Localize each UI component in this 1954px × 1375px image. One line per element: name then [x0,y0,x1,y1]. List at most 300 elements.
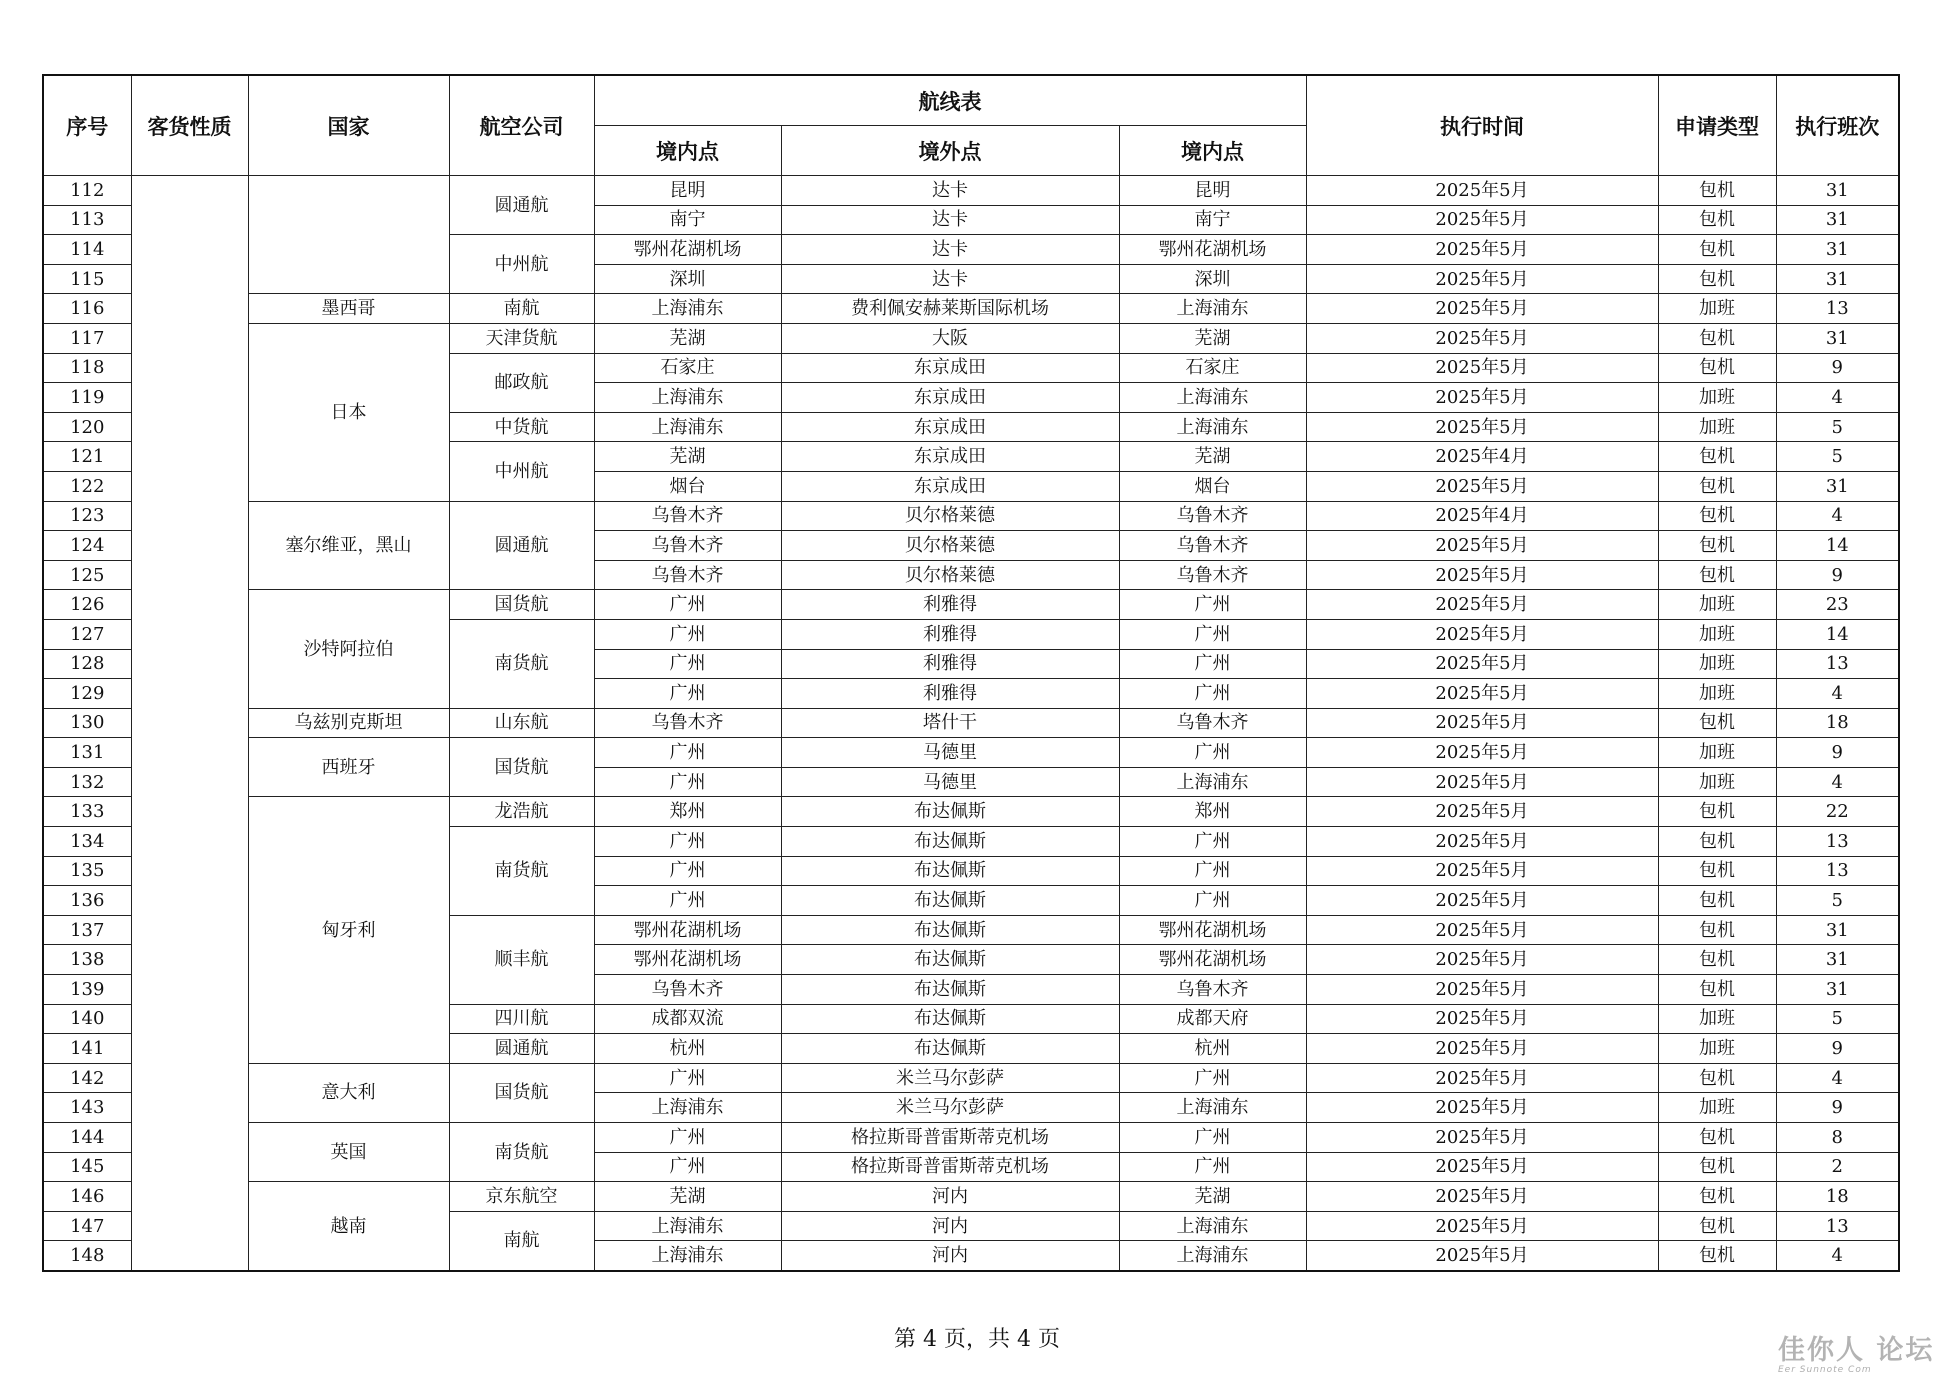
domestic-return-cell: 芜湖 [1119,442,1306,472]
table-row [43,501,1899,531]
foreign-point-cell: 利雅得 [781,649,1119,679]
apply-type-cell: 包机 [1658,856,1776,886]
domestic-origin-cell: 鄂州花湖机场 [594,945,781,975]
domestic-return-cell: 广州 [1119,886,1306,916]
apply-type-cell: 加班 [1658,767,1776,797]
seq-cell: 112 [43,176,131,206]
header-country: 国家 [248,75,449,176]
exec-time-cell: 2025年5月 [1306,1241,1658,1271]
flights-cell: 31 [1776,205,1899,235]
domestic-return-cell: 乌鲁木齐 [1119,501,1306,531]
domestic-origin-cell: 上海浦东 [594,1241,781,1271]
foreign-point-cell: 米兰马尔彭萨 [781,1093,1119,1123]
apply-type-cell: 包机 [1658,945,1776,975]
flights-cell: 9 [1776,353,1899,383]
domestic-return-cell: 南宁 [1119,205,1306,235]
flights-cell: 23 [1776,590,1899,620]
domestic-return-cell: 上海浦东 [1119,1093,1306,1123]
domestic-origin-cell: 上海浦东 [594,294,781,324]
seq-cell: 134 [43,827,131,857]
header-airline: 航空公司 [449,75,594,176]
domestic-return-cell: 广州 [1119,619,1306,649]
exec-time-cell: 2025年4月 [1306,501,1658,531]
domestic-return-cell: 鄂州花湖机场 [1119,945,1306,975]
seq-cell: 138 [43,945,131,975]
domestic-origin-cell: 上海浦东 [594,412,781,442]
foreign-point-cell: 贝尔格莱德 [781,531,1119,561]
flights-cell: 4 [1776,679,1899,709]
foreign-point-cell: 布达佩斯 [781,1004,1119,1034]
seq-cell: 114 [43,235,131,265]
exec-time-cell: 2025年5月 [1306,353,1658,383]
domestic-return-cell: 上海浦东 [1119,1241,1306,1271]
flights-cell: 13 [1776,649,1899,679]
foreign-point-cell: 河内 [781,1241,1119,1271]
domestic-origin-cell: 上海浦东 [594,1093,781,1123]
airline-cell: 圆通航 [449,176,594,235]
apply-type-cell: 包机 [1658,797,1776,827]
domestic-origin-cell: 昆明 [594,176,781,206]
domestic-return-cell: 上海浦东 [1119,294,1306,324]
flights-cell: 5 [1776,886,1899,916]
domestic-origin-cell: 广州 [594,1123,781,1153]
foreign-point-cell: 布达佩斯 [781,856,1119,886]
domestic-return-cell: 杭州 [1119,1034,1306,1064]
header-route-group: 航线表 [594,75,1306,126]
exec-time-cell: 2025年5月 [1306,1093,1658,1123]
flights-cell: 13 [1776,856,1899,886]
exec-time-cell: 2025年5月 [1306,264,1658,294]
apply-type-cell: 包机 [1658,264,1776,294]
domestic-origin-cell: 乌鲁木齐 [594,975,781,1005]
apply-type-cell: 加班 [1658,738,1776,768]
seq-cell: 119 [43,383,131,413]
foreign-point-cell: 贝尔格莱德 [781,501,1119,531]
seq-cell: 132 [43,767,131,797]
domestic-return-cell: 广州 [1119,679,1306,709]
table-row [43,1123,1899,1153]
domestic-origin-cell: 郑州 [594,797,781,827]
flights-cell: 5 [1776,442,1899,472]
domestic-return-cell: 乌鲁木齐 [1119,560,1306,590]
exec-time-cell: 2025年5月 [1306,205,1658,235]
exec-time-cell: 2025年5月 [1306,827,1658,857]
flights-cell: 4 [1776,1241,1899,1271]
exec-time-cell: 2025年5月 [1306,1152,1658,1182]
exec-time-cell: 2025年5月 [1306,1063,1658,1093]
foreign-point-cell: 大阪 [781,323,1119,353]
seq-cell: 123 [43,501,131,531]
seq-cell: 135 [43,856,131,886]
domestic-origin-cell: 广州 [594,856,781,886]
domestic-origin-cell: 广州 [594,767,781,797]
apply-type-cell: 包机 [1658,442,1776,472]
domestic-origin-cell: 烟台 [594,471,781,501]
country-cell [248,176,449,294]
airline-cell: 邮政航 [449,353,594,412]
seq-cell: 147 [43,1211,131,1241]
domestic-return-cell: 广州 [1119,590,1306,620]
airline-cell: 中州航 [449,235,594,294]
domestic-return-cell: 广州 [1119,649,1306,679]
seq-cell: 146 [43,1182,131,1212]
nature-cell [131,176,248,1271]
domestic-return-cell: 上海浦东 [1119,383,1306,413]
flights-cell: 14 [1776,619,1899,649]
apply-type-cell: 包机 [1658,915,1776,945]
domestic-origin-cell: 广州 [594,1063,781,1093]
seq-cell: 144 [43,1123,131,1153]
flights-cell: 31 [1776,264,1899,294]
foreign-point-cell: 马德里 [781,738,1119,768]
country-cell: 英国 [248,1123,449,1182]
domestic-origin-cell: 广州 [594,649,781,679]
seq-cell: 127 [43,619,131,649]
flights-cell: 4 [1776,1063,1899,1093]
table-row [43,323,1899,353]
foreign-point-cell: 达卡 [781,235,1119,265]
apply-type-cell: 包机 [1658,1063,1776,1093]
airline-cell: 山东航 [449,708,594,738]
airline-cell: 国货航 [449,1063,594,1122]
domestic-origin-cell: 乌鲁木齐 [594,531,781,561]
domestic-return-cell: 昆明 [1119,176,1306,206]
domestic-return-cell: 郑州 [1119,797,1306,827]
header-domestic-origin: 境内点 [594,126,781,176]
table-body [43,176,1899,1271]
seq-cell: 118 [43,353,131,383]
domestic-origin-cell: 广州 [594,590,781,620]
apply-type-cell: 包机 [1658,560,1776,590]
table-row [43,738,1899,768]
flights-cell: 18 [1776,1182,1899,1212]
country-cell: 越南 [248,1182,449,1271]
apply-type-cell: 包机 [1658,531,1776,561]
seq-cell: 145 [43,1152,131,1182]
foreign-point-cell: 东京成田 [781,383,1119,413]
flights-cell: 31 [1776,323,1899,353]
exec-time-cell: 2025年5月 [1306,975,1658,1005]
seq-cell: 139 [43,975,131,1005]
watermark-subtext: Eer Sunnote Com [1778,1365,1872,1375]
foreign-point-cell: 费利佩安赫莱斯国际机场 [781,294,1119,324]
domestic-origin-cell: 广州 [594,738,781,768]
apply-type-cell: 加班 [1658,294,1776,324]
country-cell: 塞尔维亚，黑山 [248,501,449,590]
foreign-point-cell: 东京成田 [781,412,1119,442]
header-domestic-return: 境内点 [1119,126,1306,176]
airline-cell: 四川航 [449,1004,594,1034]
domestic-return-cell: 芜湖 [1119,1182,1306,1212]
table-row [43,176,1899,206]
exec-time-cell: 2025年5月 [1306,471,1658,501]
exec-time-cell: 2025年5月 [1306,945,1658,975]
exec-time-cell: 2025年5月 [1306,1034,1658,1064]
flights-cell: 13 [1776,1211,1899,1241]
table-row [43,1182,1899,1212]
airline-cell: 南货航 [449,1123,594,1182]
foreign-point-cell: 河内 [781,1182,1119,1212]
country-cell: 墨西哥 [248,294,449,324]
header-flights: 执行班次 [1776,75,1899,176]
apply-type-cell: 加班 [1658,679,1776,709]
seq-cell: 120 [43,412,131,442]
foreign-point-cell: 格拉斯哥普雷斯蒂克机场 [781,1152,1119,1182]
country-cell: 意大利 [248,1063,449,1122]
seq-cell: 131 [43,738,131,768]
exec-time-cell: 2025年5月 [1306,797,1658,827]
seq-cell: 142 [43,1063,131,1093]
watermark-text: 佳你人 论坛 [1778,1335,1935,1366]
seq-cell: 113 [43,205,131,235]
exec-time-cell: 2025年5月 [1306,886,1658,916]
flights-cell: 9 [1776,560,1899,590]
airline-cell: 中货航 [449,412,594,442]
country-cell: 西班牙 [248,738,449,797]
header-nature: 客货性质 [131,75,248,176]
exec-time-cell: 2025年5月 [1306,915,1658,945]
table-row [43,294,1899,324]
seq-cell: 140 [43,1004,131,1034]
exec-time-cell: 2025年5月 [1306,708,1658,738]
airline-cell: 天津货航 [449,323,594,353]
foreign-point-cell: 米兰马尔彭萨 [781,1063,1119,1093]
exec-time-cell: 2025年5月 [1306,323,1658,353]
exec-time-cell: 2025年5月 [1306,1182,1658,1212]
flights-cell: 18 [1776,708,1899,738]
airline-cell: 圆通航 [449,1034,594,1064]
domestic-origin-cell: 深圳 [594,264,781,294]
seq-cell: 143 [43,1093,131,1123]
domestic-return-cell: 广州 [1119,738,1306,768]
apply-type-cell: 加班 [1658,619,1776,649]
flights-cell: 31 [1776,235,1899,265]
flights-cell: 9 [1776,1093,1899,1123]
flights-cell: 31 [1776,975,1899,1005]
domestic-origin-cell: 芜湖 [594,1182,781,1212]
exec-time-cell: 2025年5月 [1306,856,1658,886]
flights-cell: 13 [1776,294,1899,324]
table-row [43,590,1899,620]
domestic-return-cell: 广州 [1119,1063,1306,1093]
domestic-origin-cell: 上海浦东 [594,383,781,413]
airline-cell: 顺丰航 [449,915,594,1004]
seq-cell: 117 [43,323,131,353]
foreign-point-cell: 利雅得 [781,679,1119,709]
foreign-point-cell: 达卡 [781,264,1119,294]
flights-cell: 4 [1776,383,1899,413]
apply-type-cell: 包机 [1658,323,1776,353]
apply-type-cell: 包机 [1658,235,1776,265]
airline-cell: 南货航 [449,827,594,916]
foreign-point-cell: 布达佩斯 [781,797,1119,827]
seq-cell: 124 [43,531,131,561]
exec-time-cell: 2025年5月 [1306,531,1658,561]
seq-cell: 122 [43,471,131,501]
apply-type-cell: 加班 [1658,1034,1776,1064]
domestic-origin-cell: 乌鲁木齐 [594,708,781,738]
flights-cell: 22 [1776,797,1899,827]
airline-cell: 南货航 [449,619,594,708]
domestic-origin-cell: 成都双流 [594,1004,781,1034]
domestic-origin-cell: 广州 [594,827,781,857]
airline-cell: 京东航空 [449,1182,594,1212]
apply-type-cell: 包机 [1658,501,1776,531]
flights-cell: 4 [1776,501,1899,531]
domestic-return-cell: 鄂州花湖机场 [1119,915,1306,945]
flights-cell: 9 [1776,738,1899,768]
domestic-origin-cell: 广州 [594,886,781,916]
country-cell: 乌兹别克斯坦 [248,708,449,738]
foreign-point-cell: 东京成田 [781,353,1119,383]
foreign-point-cell: 东京成田 [781,442,1119,472]
domestic-origin-cell: 上海浦东 [594,1211,781,1241]
domestic-origin-cell: 芜湖 [594,442,781,472]
flights-cell: 5 [1776,412,1899,442]
table-row [43,708,1899,738]
exec-time-cell: 2025年5月 [1306,294,1658,324]
table-header [43,75,1899,176]
apply-type-cell: 包机 [1658,471,1776,501]
airline-cell: 国货航 [449,590,594,620]
domestic-return-cell: 乌鲁木齐 [1119,531,1306,561]
apply-type-cell: 加班 [1658,649,1776,679]
apply-type-cell: 加班 [1658,412,1776,442]
flights-cell: 31 [1776,471,1899,501]
domestic-return-cell: 广州 [1119,1152,1306,1182]
foreign-point-cell: 塔什干 [781,708,1119,738]
exec-time-cell: 2025年4月 [1306,442,1658,472]
page-footer [0,1322,1954,1353]
apply-type-cell: 包机 [1658,708,1776,738]
foreign-point-cell: 利雅得 [781,619,1119,649]
seq-cell: 121 [43,442,131,472]
apply-type-cell: 加班 [1658,1004,1776,1034]
flights-cell: 8 [1776,1123,1899,1153]
airline-cell: 国货航 [449,738,594,797]
seq-cell: 133 [43,797,131,827]
domestic-origin-cell: 南宁 [594,205,781,235]
foreign-point-cell: 达卡 [781,176,1119,206]
country-cell: 匈牙利 [248,797,449,1063]
foreign-point-cell: 马德里 [781,767,1119,797]
apply-type-cell: 包机 [1658,205,1776,235]
header-seq: 序号 [43,75,131,176]
foreign-point-cell: 达卡 [781,205,1119,235]
airline-cell: 圆通航 [449,501,594,590]
exec-time-cell: 2025年5月 [1306,235,1658,265]
domestic-return-cell: 鄂州花湖机场 [1119,235,1306,265]
exec-time-cell: 2025年5月 [1306,590,1658,620]
foreign-point-cell: 布达佩斯 [781,945,1119,975]
apply-type-cell: 包机 [1658,1152,1776,1182]
foreign-point-cell: 河内 [781,1211,1119,1241]
flights-cell: 31 [1776,945,1899,975]
table-row [43,797,1899,827]
foreign-point-cell: 利雅得 [781,590,1119,620]
domestic-origin-cell: 乌鲁木齐 [594,501,781,531]
seq-cell: 141 [43,1034,131,1064]
domestic-return-cell: 成都天府 [1119,1004,1306,1034]
domestic-origin-cell: 乌鲁木齐 [594,560,781,590]
domestic-return-cell: 乌鲁木齐 [1119,708,1306,738]
flights-cell: 31 [1776,915,1899,945]
header-exec-time: 执行时间 [1306,75,1658,176]
domestic-return-cell: 烟台 [1119,471,1306,501]
domestic-origin-cell: 广州 [594,1152,781,1182]
domestic-origin-cell: 杭州 [594,1034,781,1064]
apply-type-cell: 包机 [1658,1241,1776,1271]
domestic-return-cell: 深圳 [1119,264,1306,294]
foreign-point-cell: 格拉斯哥普雷斯蒂克机场 [781,1123,1119,1153]
flights-cell: 4 [1776,767,1899,797]
apply-type-cell: 包机 [1658,1211,1776,1241]
seq-cell: 137 [43,915,131,945]
domestic-origin-cell: 鄂州花湖机场 [594,915,781,945]
foreign-point-cell: 布达佩斯 [781,827,1119,857]
domestic-return-cell: 芜湖 [1119,323,1306,353]
airline-cell: 南航 [449,1211,594,1271]
airline-cell: 南航 [449,294,594,324]
foreign-point-cell: 贝尔格莱德 [781,560,1119,590]
exec-time-cell: 2025年5月 [1306,412,1658,442]
table-row [43,1063,1899,1093]
foreign-point-cell: 布达佩斯 [781,1034,1119,1064]
foreign-point-cell: 东京成田 [781,471,1119,501]
domestic-return-cell: 广州 [1119,1123,1306,1153]
header-apply-type: 申请类型 [1658,75,1776,176]
exec-time-cell: 2025年5月 [1306,176,1658,206]
flights-cell: 14 [1776,531,1899,561]
exec-time-cell: 2025年5月 [1306,1123,1658,1153]
apply-type-cell: 加班 [1658,1093,1776,1123]
domestic-origin-cell: 广州 [594,679,781,709]
foreign-point-cell: 布达佩斯 [781,975,1119,1005]
apply-type-cell: 包机 [1658,886,1776,916]
seq-cell: 125 [43,560,131,590]
domestic-return-cell: 上海浦东 [1119,1211,1306,1241]
flights-cell: 31 [1776,176,1899,206]
domestic-origin-cell: 鄂州花湖机场 [594,235,781,265]
airline-cell: 龙浩航 [449,797,594,827]
airline-cell: 中州航 [449,442,594,501]
seq-cell: 115 [43,264,131,294]
seq-cell: 129 [43,679,131,709]
seq-cell: 126 [43,590,131,620]
domestic-return-cell: 上海浦东 [1119,767,1306,797]
route-schedule-table [42,74,1900,1272]
exec-time-cell: 2025年5月 [1306,1004,1658,1034]
watermark-logo [1778,1328,1934,1375]
domestic-return-cell: 乌鲁木齐 [1119,975,1306,1005]
domestic-origin-cell: 广州 [594,619,781,649]
seq-cell: 128 [43,649,131,679]
exec-time-cell: 2025年5月 [1306,619,1658,649]
exec-time-cell: 2025年5月 [1306,649,1658,679]
apply-type-cell: 包机 [1658,353,1776,383]
seq-cell: 116 [43,294,131,324]
header-foreign-point: 境外点 [781,126,1119,176]
domestic-return-cell: 广州 [1119,827,1306,857]
seq-cell: 148 [43,1241,131,1271]
apply-type-cell: 包机 [1658,975,1776,1005]
domestic-return-cell: 石家庄 [1119,353,1306,383]
seq-cell: 130 [43,708,131,738]
flights-cell: 9 [1776,1034,1899,1064]
exec-time-cell: 2025年5月 [1306,560,1658,590]
domestic-origin-cell: 芜湖 [594,323,781,353]
apply-type-cell: 包机 [1658,827,1776,857]
